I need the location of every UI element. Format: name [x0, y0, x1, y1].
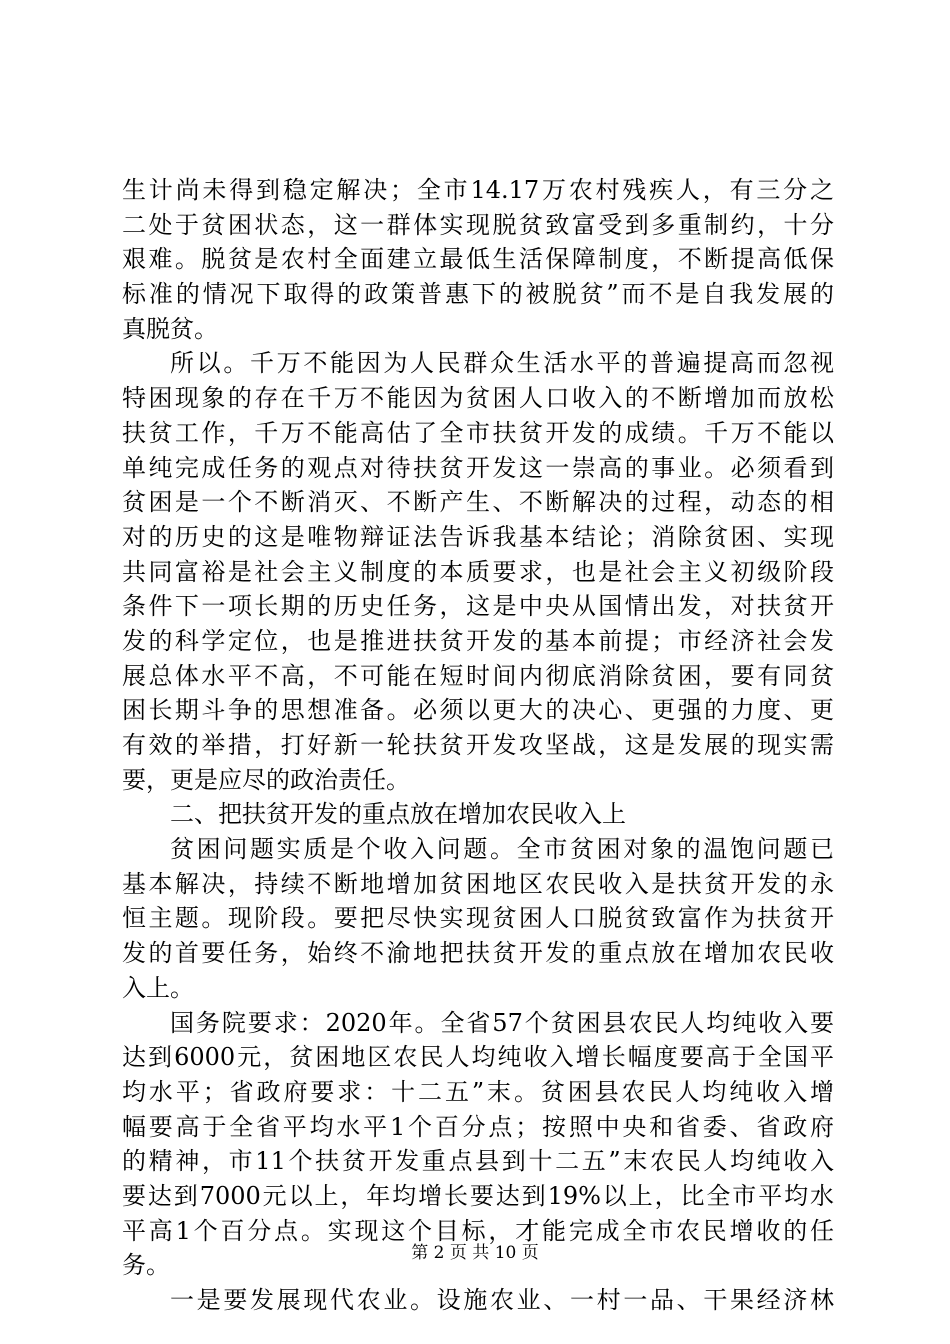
text-line: 展总体水平不高，不可能在短时间内彻底消除贫困，要有同贫	[122, 661, 834, 690]
text-line: 所以。千万不能因为人民群众生活水平的普遍提高而忽视	[170, 349, 834, 378]
text-line: 的精神，市11个扶贫开发重点县到十二五”末农民人均纯收入	[122, 1147, 834, 1176]
text-line: 幅要高于全省平均水平1个百分点；按照中央和省委、省政府	[122, 1112, 834, 1141]
text-line: 一是要发展现代农业。设施农业、一村一品、干果经济林	[170, 1286, 834, 1314]
text-line: 标准的情况下取得的政策普惠下的被脱贫”而不是自我发展的	[122, 280, 834, 309]
page-footer: 第 2 页 共 10 页	[411, 1243, 539, 1263]
text-line: 均水平；省政府要求：十二五”末。贫困县农民人均纯收入增	[122, 1077, 834, 1106]
text-line: 共同富裕是社会主义制度的本质要求，也是社会主义初级阶段	[122, 557, 834, 586]
text-line: 国务院要求：2020年。全省57个贫困县农民人均纯收入要	[170, 1008, 834, 1037]
text-line: 单纯完成任务的观点对待扶贫开发这一崇高的事业。必须看到	[122, 453, 834, 482]
text-line: 发的首要任务，始终不渝地把扶贫开发的重点放在增加农民收	[122, 939, 834, 968]
text-line: 特困现象的存在千万不能因为贫困人口收入的不断增加而放松	[122, 384, 834, 413]
text-line: 困长期斗争的思想准备。必须以更大的决心、更强的力度、更	[122, 696, 834, 725]
text-line: 基本解决，持续不断地增加贫困地区农民收入是扶贫开发的永	[122, 869, 834, 898]
text-line: 二、把扶贫开发的重点放在增加农民收入上	[170, 800, 626, 829]
text-line: 条件下一项长期的历史任务，这是中央从国情出发，对扶贫开	[122, 592, 834, 621]
text-line: 扶贫工作，千万不能高估了全市扶贫开发的成绩。千万不能以	[122, 418, 834, 447]
text-line: 真脱贫。	[122, 314, 218, 343]
text-line: 要，更是应尽的政治责任。	[122, 765, 410, 794]
text-line: 二处于贫困状态，这一群体实现脱贫致富受到多重制约，十分	[122, 210, 834, 239]
text-line: 贫困是一个不断消灭、不断产生、不断解决的过程，动态的相	[122, 488, 834, 517]
text-line: 有效的举措，打好新一轮扶贫开发攻坚战，这是发展的现实需	[122, 731, 834, 759]
text-line: 发的科学定位，也是推进扶贫开发的基本前提；市经济社会发	[122, 626, 834, 655]
text-line: 贫困问题实质是个收入问题。全市贫困对象的温饱问题已	[170, 835, 834, 864]
document-body	[122, 173, 834, 1318]
text-line: 达到6000元，贫困地区农民人均纯收入增长幅度要高于全国平	[122, 1043, 834, 1072]
text-line: 要达到7000元以上，年均增长要达到19%以上，比全市平均水	[122, 1181, 834, 1210]
text-line: 平高1个百分点。实现这个目标，才能完成全市农民增收的任	[122, 1216, 834, 1245]
text-line: 生计尚未得到稳定解决；全市14.17万农村残疾人，有三分之	[122, 176, 834, 204]
text-line: 恒主题。现阶段。要把尽快实现贫困人口脱贫致富作为扶贫开	[122, 904, 834, 933]
text-line: 对的历史的这是唯物辩证法告诉我基本结论；消除贫困、实现	[122, 522, 834, 551]
text-line: 务。	[122, 1251, 170, 1280]
text-line: 艰难。脱贫是农村全面建立最低生活保障制度，不断提高低保	[122, 245, 834, 274]
text-line: 入上。	[122, 973, 194, 1002]
